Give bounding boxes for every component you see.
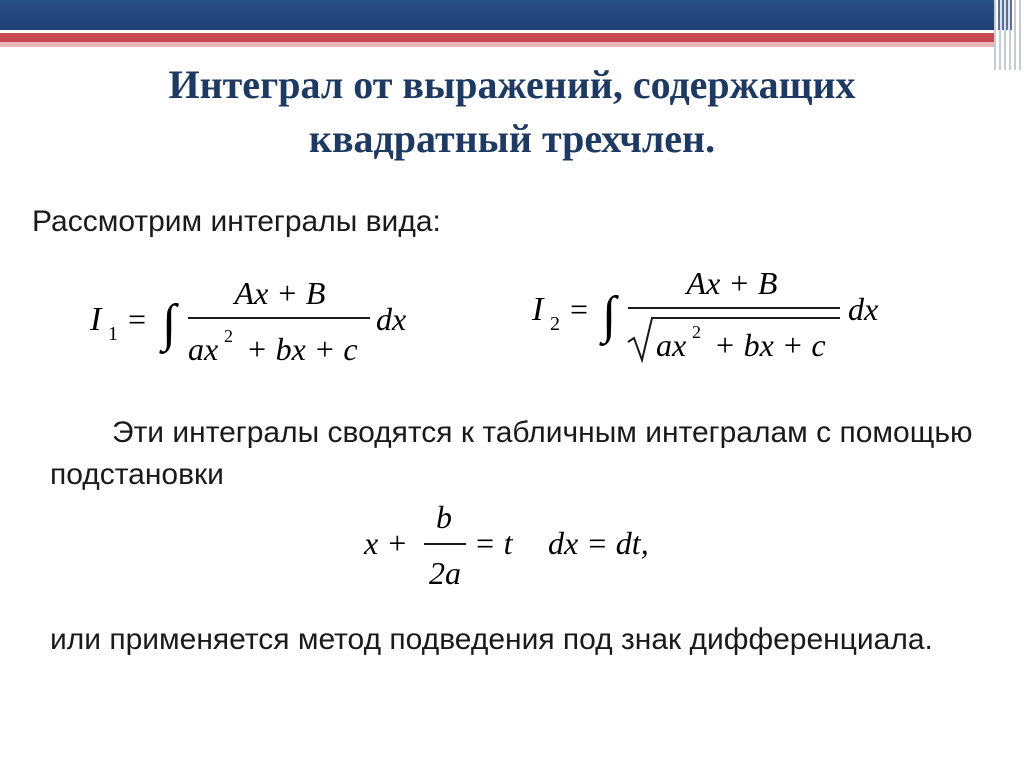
formula-i2-dx: dx [848, 291, 879, 327]
formula-sub-dx-eq: dx = dt, [548, 525, 649, 561]
formula-i1-denominator-rest: + bx + c [246, 331, 358, 367]
formula-sub-eq-t: = t [474, 525, 513, 561]
formula-i2-lhs: I [532, 291, 544, 328]
formula-i2 [530, 256, 910, 374]
formula-i1-dx: dx [376, 301, 407, 337]
formula-i1 [88, 262, 438, 372]
formula-i2-denominator-exp: 2 [692, 322, 701, 342]
formula-i1-integral: ∫ [162, 295, 177, 352]
slide-title-line2: квадратный трехчлен. [308, 116, 716, 161]
formula-sub-x-plus: x + [364, 525, 408, 561]
formula-i1-sub: 1 [108, 323, 118, 345]
slide-title [40, 58, 984, 166]
intro-text: Рассмотрим интегралы вида: [32, 205, 441, 238]
formula-i1-eq: = [128, 301, 147, 337]
formula-i2-integral: ∫ [602, 287, 617, 344]
formula-i1-denominator-a: ax [188, 331, 219, 367]
formula-sub-frac-den: 2a [429, 555, 461, 591]
formula-i2-sub: 2 [550, 313, 560, 335]
header-band-red [0, 33, 1000, 42]
header-band-pink [0, 42, 1000, 47]
header-band-blue [0, 0, 1000, 30]
paragraph-differential-method: или применяется метод подведения под знак дифференциала. [50, 623, 933, 656]
formula-sub-frac-num: b [436, 499, 452, 535]
formula-i1-denominator-exp: 2 [224, 326, 233, 346]
formula-i2-denominator-a: ax [656, 327, 687, 363]
formula-i2-eq: = [570, 291, 589, 327]
formula-substitution [362, 498, 692, 598]
formula-i2-numerator: Ax + B [686, 265, 778, 301]
formula-i1-numerator: Ax + B [234, 275, 326, 311]
formula-i2-denominator-rest: + bx + c [714, 327, 826, 363]
slide-title-line1: Интеграл от выражений, содержащих [168, 62, 856, 107]
formula-i1-lhs: I [90, 301, 102, 338]
header-stripes-dark-decoration [998, 0, 1012, 30]
paragraph-substitution: Эти интегралы сводятся к табличным интегралам с помощью подстановки [50, 416, 973, 491]
